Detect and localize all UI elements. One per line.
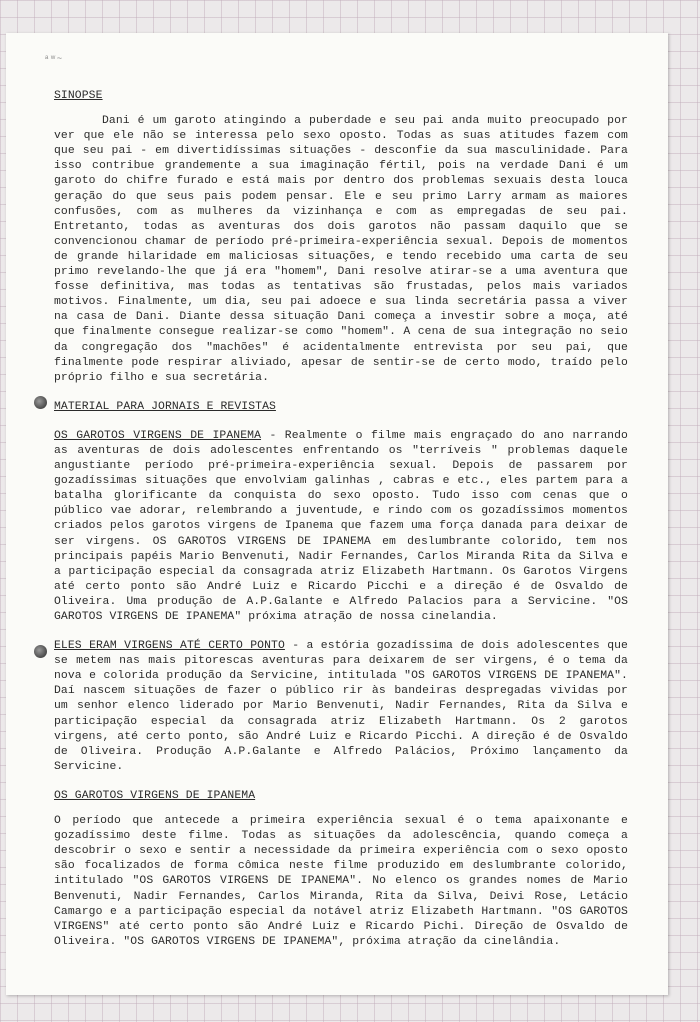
item-2-body: - a estória gozadíssima de dois adolescentes que se metem nas mais pitorescas aventuras para deixarem de ser virgens, é o tema da nova e colorida produção da Servicine, intitulada "OS GAROTOS VIRGENS DE IPANEMA". Daí nascem situações de fazer o público rir às bandeiras despregadas vividas por um senhor elenco liderado por Mario Benvenuti, Nadir Fernandes, Rita da Silva e participação especial da consagrada atriz Elizabeth Hartmann. Os 2 garotos virgens, até certo ponto, são André Luiz e Ricardo Picchi. A direção é de Osvaldo de Oliveira. Produção A.P.Galante e Alfredo Palácios, Próximo lançamento da Servicine.: [54, 640, 628, 773]
document-page: [6, 33, 668, 995]
sinopse-heading: SINOPSE: [54, 90, 103, 102]
item-1-body: - Realmente o filme mais engraçado do ano narrando as aventuras de dois adolescentes enfrentando os "terríveis " problemas daquele angustiante período pré-primeira-experiência sexual. Depois de passarem por gozadíssimas situações que envolviam galinhas , cabras e etc., eles partem para a batalha glorificante da conquista do sexo oposto. Tudo isso com cenas que o público vae adorar, relembrando a juventude, e rindo com os gozadíssimos momentos criados pelos garotos virgens de Ipanema que fazem uma força danada para deixar de ser virgens. OS GAROTOS VIRGENS DE IPANEMA em deslumbrante colorido, tem nos principais papéis Mario Benvenuti, Nadir Fernandes, Carlos Miranda Rita da Silva e a participação especial da consagrada atriz Elizabeth Hartmann. Os Garotos Virgens até certo ponto são André Luiz e Ricardo Picchi e a direção é de Osvaldo de Oliveira. Uma produção de A.P.Galante e Alfredo Palacios para a Servicine. "OS GAROTOS VIRGENS DE IPANEMA" próxima atração de nossa cinelandia.: [54, 429, 628, 623]
sinopse-paragraph: Dani é um garoto atingindo a puberdade e seu pai anda muito preocupado por ver que ele não se interessa pelo sexo oposto. Todas as suas atitudes fazem com que seu pai - em divertidíssimas situações - desconfie da sua masculinidade. Para isso contribue grandemente a sua imaginação fértil, pois na verdade Dani é um garoto do chifre furado e está mais por dentro dos problemas sexuais desta louca geração do que seus pais podem pensar. Ele e seu primo Larry armam as maiores confusões, com as mulheres da vizinhança e com as empregadas de seu pai. Entretanto, todas as aventuras dos dois garotos não passam daquilo que se convencionou chamar de período pré-primeira-experiência sexual. Depois de momentos de grande hilaridade em maliciosas situações, e tendo recebido uma carta de seu primo revelando-lhe que já era "homem", Dani resolve atirar-se a uma aventura que fosse definitiva, mas todas as tentativas são frustadas, pelos mais variados motivos. Finalmente, um dia, seu pai adoece e sua linda secretária passa a viver na casa de Dani. Diante dessa situação Dani começa a investir sobre a moça, até que finalmente consegue realizar-se como "homem". A cena de sua integração no seio da congregação dos "machões" é acidentalmente entrevista por seu pai, que finalmente pode respirar aliviado, apesar de sentir-se de certo modo, traído pelo próprio filho e sua secretária.: [54, 115, 628, 384]
material-item-1: [54, 429, 628, 625]
section-3-paragraph: O período que antecede a primeira experiência sexual é o tema apaixonante e gozadíssimo deste filme. Todas as situações da adolescência, quando começa a descobrir o sexo e sentir a necessidade da primeira experiência com o sexo oposto são focalizados de forma cômica neste filme produzido em deslumbrante colorido, intitulado "OS GAROTOS VIRGENS DE IPANEMA". No elenco os grandes nomes de Mario Benvenuti, Nadir Fernandes, Carlos Miranda, Rita da Silva, Deivi Rose, Letácio Camargo e a participação especial da notável atriz Elizabeth Hartmann. "OS GAROTOS VIRGENS" até certo ponto são André Luiz e Ricardo Pichi. Direção de Osvaldo de Oliveira. "OS GAROTOS VIRGENS DE IPANEMA", próxima atração da cinelândia.: [54, 815, 628, 948]
item-2-lead: ELES ERAM VIRGENS ATÉ CERTO PONTO: [54, 640, 285, 653]
document-body: [54, 89, 628, 950]
material-heading: MATERIAL PARA JORNAIS E REVISTAS: [54, 400, 276, 413]
punch-hole-icon: [34, 396, 47, 409]
material-item-2: [54, 639, 628, 775]
punch-hole-icon: [34, 645, 47, 658]
item-1-lead: OS GAROTOS VIRGENS DE IPANEMA: [54, 429, 262, 442]
corner-mark: ᵃʷ~: [44, 54, 64, 64]
section-3-heading: OS GAROTOS VIRGENS DE IPANEMA: [54, 789, 256, 802]
